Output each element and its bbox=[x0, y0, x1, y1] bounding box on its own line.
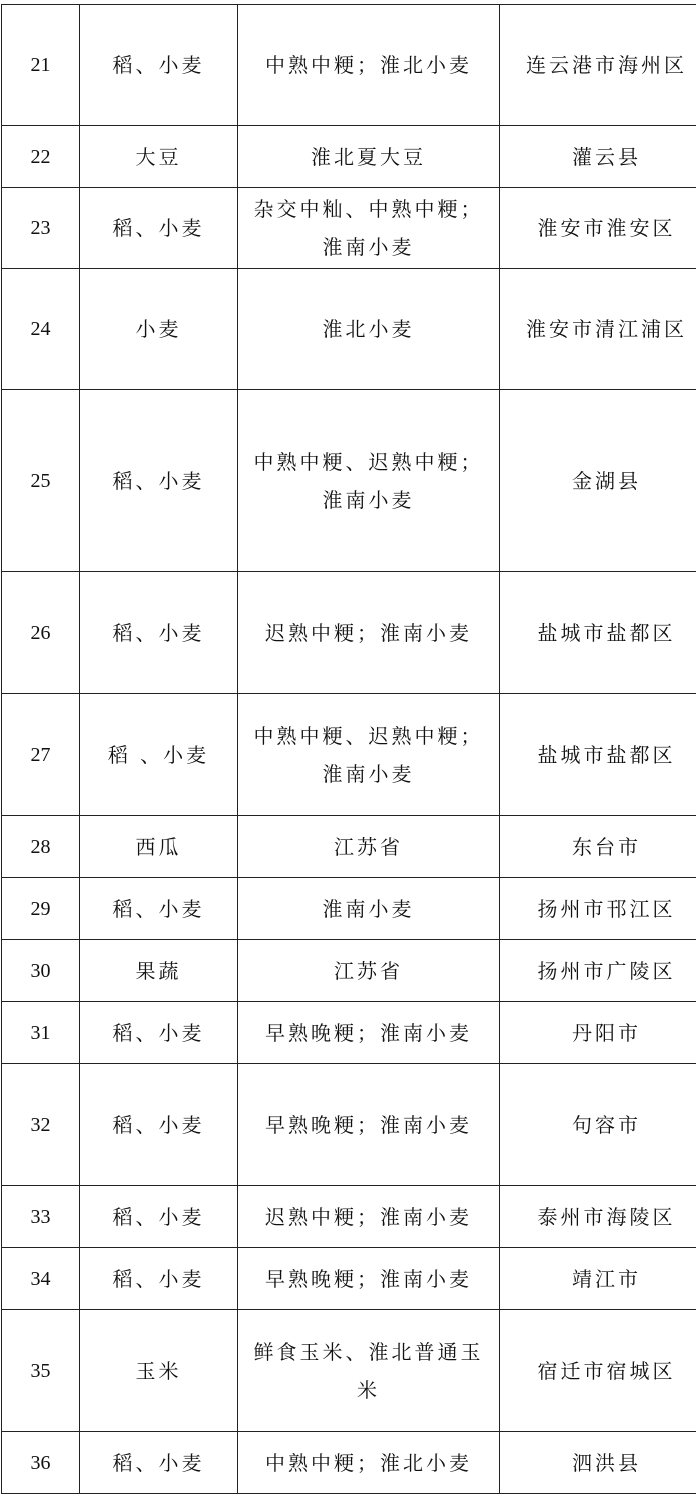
row-number-cell: 31 bbox=[2, 1002, 80, 1064]
table-row bbox=[2, 1248, 696, 1310]
variety-cell: 中熟中粳、迟熟中粳； 淮南小麦 bbox=[238, 390, 500, 572]
area-cell: 东台市 bbox=[500, 816, 696, 878]
variety-cell: 江苏省 bbox=[238, 816, 500, 878]
crop-cell: 稻、小麦 bbox=[80, 1002, 238, 1064]
table-row bbox=[2, 572, 696, 694]
table-row bbox=[2, 188, 696, 269]
area-cell: 盐城市盐都区 bbox=[500, 572, 696, 694]
table-body bbox=[2, 5, 696, 1494]
table-row bbox=[2, 126, 696, 188]
table-row bbox=[2, 816, 696, 878]
row-number-cell: 21 bbox=[2, 5, 80, 126]
variety-cell: 早熟晚粳；淮南小麦 bbox=[238, 1002, 500, 1064]
crop-cell: 稻、小麦 bbox=[80, 1186, 238, 1248]
crop-cell: 稻 、小麦 bbox=[80, 694, 238, 816]
table-row bbox=[2, 940, 696, 1002]
table-row bbox=[2, 878, 696, 940]
crop-cell: 稻、小麦 bbox=[80, 1432, 238, 1494]
crop-cell: 稻、小麦 bbox=[80, 188, 238, 269]
variety-cell: 鲜食玉米、淮北普通玉 米 bbox=[238, 1310, 500, 1432]
crop-cell: 果蔬 bbox=[80, 940, 238, 1002]
variety-cell: 中熟中粳；淮北小麦 bbox=[238, 1432, 500, 1494]
variety-cell: 早熟晚粳；淮南小麦 bbox=[238, 1064, 500, 1186]
crop-cell: 稻、小麦 bbox=[80, 572, 238, 694]
variety-cell: 杂交中籼、中熟中粳； 淮南小麦 bbox=[238, 188, 500, 269]
variety-table bbox=[1, 4, 696, 1494]
row-number-cell: 36 bbox=[2, 1432, 80, 1494]
variety-cell: 迟熟中粳；淮南小麦 bbox=[238, 1186, 500, 1248]
area-cell: 金湖县 bbox=[500, 390, 696, 572]
table-row bbox=[2, 1186, 696, 1248]
row-number-cell: 26 bbox=[2, 572, 80, 694]
row-number-cell: 25 bbox=[2, 390, 80, 572]
area-cell: 连云港市海州区 bbox=[500, 5, 696, 126]
area-cell: 扬州市广陵区 bbox=[500, 940, 696, 1002]
row-number-cell: 35 bbox=[2, 1310, 80, 1432]
crop-cell: 稻、小麦 bbox=[80, 5, 238, 126]
crop-cell: 稻、小麦 bbox=[80, 878, 238, 940]
row-number-cell: 27 bbox=[2, 694, 80, 816]
variety-cell: 迟熟中粳；淮南小麦 bbox=[238, 572, 500, 694]
variety-cell: 早熟晚粳；淮南小麦 bbox=[238, 1248, 500, 1310]
crop-cell: 大豆 bbox=[80, 126, 238, 188]
crop-cell: 玉米 bbox=[80, 1310, 238, 1432]
row-number-cell: 32 bbox=[2, 1064, 80, 1186]
variety-cell: 江苏省 bbox=[238, 940, 500, 1002]
area-cell: 泰州市海陵区 bbox=[500, 1186, 696, 1248]
area-cell: 盐城市盐都区 bbox=[500, 694, 696, 816]
table-row bbox=[2, 1064, 696, 1186]
area-cell: 丹阳市 bbox=[500, 1002, 696, 1064]
variety-cell: 中熟中粳、迟熟中粳； 淮南小麦 bbox=[238, 694, 500, 816]
area-cell: 宿迁市宿城区 bbox=[500, 1310, 696, 1432]
row-number-cell: 29 bbox=[2, 878, 80, 940]
row-number-cell: 24 bbox=[2, 269, 80, 390]
table-row bbox=[2, 1310, 696, 1432]
crop-cell: 西瓜 bbox=[80, 816, 238, 878]
table-row bbox=[2, 1002, 696, 1064]
row-number-cell: 30 bbox=[2, 940, 80, 1002]
area-cell: 靖江市 bbox=[500, 1248, 696, 1310]
table-row bbox=[2, 694, 696, 816]
crop-cell: 稻、小麦 bbox=[80, 1064, 238, 1186]
row-number-cell: 28 bbox=[2, 816, 80, 878]
crop-cell: 小麦 bbox=[80, 269, 238, 390]
variety-cell: 淮南小麦 bbox=[238, 878, 500, 940]
variety-cell: 淮北夏大豆 bbox=[238, 126, 500, 188]
area-cell: 句容市 bbox=[500, 1064, 696, 1186]
variety-cell: 中熟中粳；淮北小麦 bbox=[238, 5, 500, 126]
area-cell: 扬州市邗江区 bbox=[500, 878, 696, 940]
table-row bbox=[2, 1432, 696, 1494]
crop-cell: 稻、小麦 bbox=[80, 1248, 238, 1310]
area-cell: 淮安市淮安区 bbox=[500, 188, 696, 269]
table-row bbox=[2, 5, 696, 126]
area-cell: 淮安市清江浦区 bbox=[500, 269, 696, 390]
variety-cell: 淮北小麦 bbox=[238, 269, 500, 390]
crop-cell: 稻、小麦 bbox=[80, 390, 238, 572]
row-number-cell: 22 bbox=[2, 126, 80, 188]
table-row bbox=[2, 269, 696, 390]
row-number-cell: 34 bbox=[2, 1248, 80, 1310]
table-row bbox=[2, 390, 696, 572]
row-number-cell: 23 bbox=[2, 188, 80, 269]
row-number-cell: 33 bbox=[2, 1186, 80, 1248]
area-cell: 泗洪县 bbox=[500, 1432, 696, 1494]
area-cell: 灌云县 bbox=[500, 126, 696, 188]
